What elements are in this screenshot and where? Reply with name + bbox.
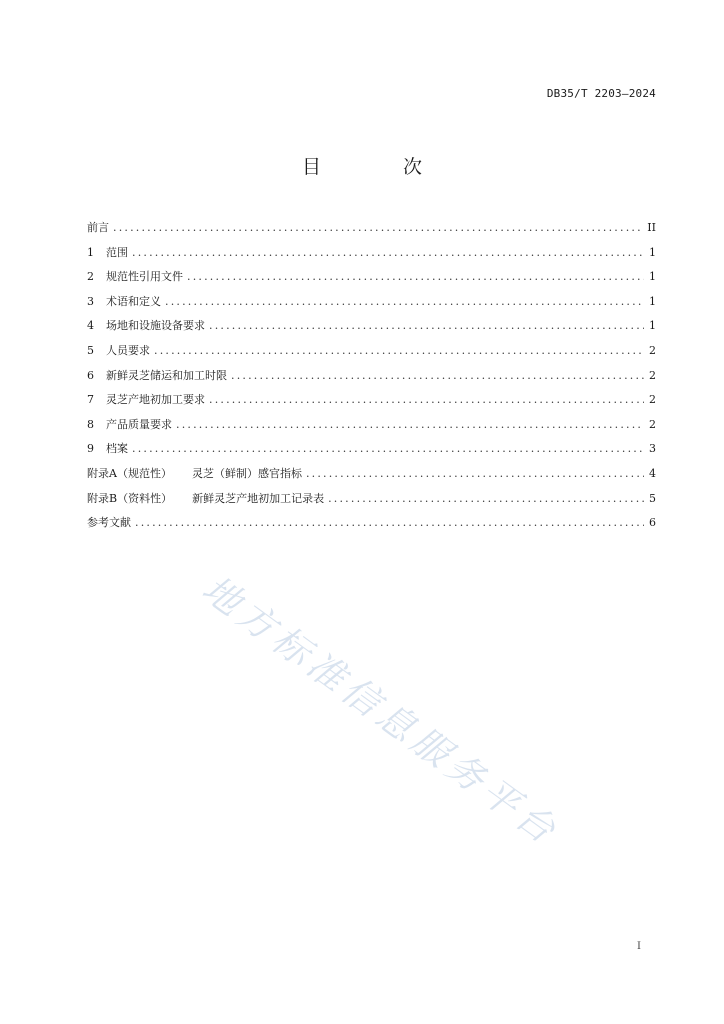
- toc-item-3[interactable]: [87, 293, 656, 318]
- toc-item-appendix-b[interactable]: [87, 490, 656, 515]
- toc-leader-dots: [113, 221, 643, 234]
- toc-item-1[interactable]: [87, 244, 656, 269]
- toc-leader-dots: [328, 492, 644, 505]
- toc-leader-dots: [165, 295, 644, 308]
- toc-item-label: 场地和设施设备要求: [106, 319, 205, 333]
- toc-leader-dots: [132, 442, 644, 455]
- toc-leader-dots: [231, 369, 644, 382]
- toc-item-page: 2: [649, 368, 656, 382]
- toc-item-page: 3: [649, 442, 656, 456]
- toc-item-label: 附录A（规范性）: [87, 466, 172, 480]
- toc-item-page: 2: [649, 393, 656, 407]
- toc-leader-dots: [176, 418, 644, 431]
- toc-item-foreword[interactable]: [87, 219, 656, 244]
- toc-item-appendix-a[interactable]: [87, 465, 656, 490]
- toc-item-number: 9: [87, 442, 94, 456]
- toc-item-2[interactable]: [87, 268, 656, 293]
- toc-item-label: 附录B（资料性）: [87, 491, 173, 505]
- toc-leader-dots: [154, 344, 644, 357]
- toc-item-references[interactable]: [87, 514, 656, 539]
- toc-item-page: 4: [649, 466, 656, 480]
- toc-item-sublabel: 灵芝（鲜制）感官指标: [191, 466, 302, 480]
- toc-item-6[interactable]: [87, 367, 656, 392]
- toc-item-number: 6: [87, 368, 94, 382]
- toc-item-page: 2: [649, 343, 656, 357]
- toc-leader-dots: [306, 467, 644, 480]
- standard-code: DB35/T 2203—2024: [546, 87, 656, 100]
- toc-item-page: 1: [649, 319, 656, 333]
- toc-leader-dots: [135, 516, 644, 529]
- toc-item-sublabel: 新鲜灵芝产地初加工记录表: [192, 491, 325, 505]
- toc-item-page: 2: [649, 417, 656, 431]
- toc-item-label: 人员要求: [106, 343, 150, 357]
- toc-item-page: 1: [649, 270, 656, 284]
- toc-item-label: 前言: [87, 221, 109, 234]
- toc-item-label: 新鲜灵芝储运和加工时限: [106, 368, 227, 382]
- toc-item-number: 7: [87, 393, 94, 407]
- toc-item-page: 1: [649, 245, 656, 259]
- toc-item-page: 1: [649, 294, 656, 308]
- toc-item-page: 6: [649, 516, 656, 530]
- toc-leader-dots: [187, 270, 644, 283]
- toc-item-label: 灵芝产地初加工要求: [106, 393, 205, 407]
- toc-item-7[interactable]: [87, 391, 656, 416]
- toc-item-9[interactable]: [87, 440, 656, 465]
- watermark: 地方标准信息服务平台: [194, 567, 568, 855]
- page-number: I: [637, 941, 641, 952]
- toc-leader-dots: [209, 393, 644, 406]
- toc-item-number: 1: [87, 245, 94, 259]
- toc-item-label: 参考文献: [87, 516, 131, 530]
- toc-leader-dots: [132, 246, 644, 259]
- toc-item-page: 5: [649, 491, 656, 505]
- toc-item-label: 范围: [106, 245, 128, 259]
- toc-leader-dots: [209, 319, 644, 332]
- toc-item-5[interactable]: [87, 342, 656, 367]
- toc-item-8[interactable]: [87, 416, 656, 441]
- toc-item-label: 规范性引用文件: [106, 270, 183, 284]
- toc-item-label: 档案: [106, 442, 128, 456]
- toc-item-label: 产品质量要求: [106, 417, 172, 431]
- toc-item-number: 3: [87, 294, 94, 308]
- toc-item-page: II: [647, 221, 656, 234]
- toc-item-number: 2: [87, 270, 94, 284]
- toc-item-number: 8: [87, 417, 94, 431]
- page-title: 目 次: [301, 156, 461, 178]
- toc-item-number: 5: [87, 343, 94, 357]
- toc-item-label: 术语和定义: [106, 294, 161, 308]
- table-of-contents: [87, 219, 656, 539]
- toc-item-number: 4: [87, 319, 94, 333]
- toc-item-4[interactable]: [87, 317, 656, 342]
